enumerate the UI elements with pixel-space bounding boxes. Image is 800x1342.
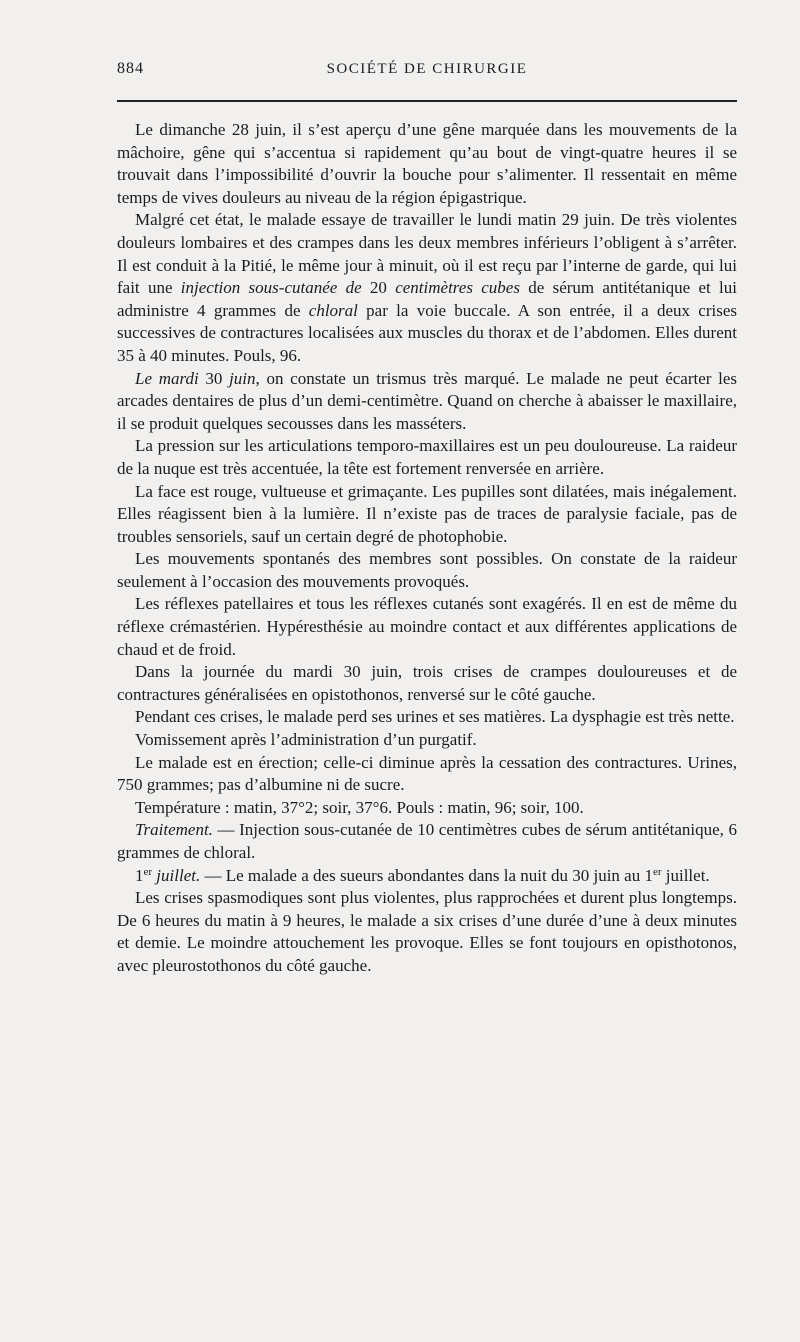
paragraph: Vomissement après l’administration d’un purgatif. bbox=[135, 730, 477, 750]
paragraph bbox=[117, 865, 737, 888]
text-run: de sérum antitétanique et lui administre 4 grammes de bbox=[117, 278, 738, 320]
page-number: 884 bbox=[117, 60, 144, 77]
paragraph: Le malade est en érection; celle-ci diminue après la cessation des contractures. Urines, 750 grammes; pas d’albumine ni de sucre. bbox=[117, 752, 737, 795]
text-run: — Le malade a des sueurs abondantes dans la nuit du 30 juin au 1 bbox=[200, 865, 653, 885]
paragraph: La face est rouge, vultueuse et grimaçante. Les pupilles sont dilatées, mais inégalement. Elles réagissent bien à la lumière. Il n’existe pas de traces de paralysie faciale, pas de troubles sensoriels, sauf un certain degré de photophobie. bbox=[117, 481, 737, 546]
paragraph: Les réflexes patellaires et tous les réflexes cutanés sont exagérés. Il en est de même du réflexe crémastérien. Hypéresthésie au moindre contact et aux différentes applications de chaud et de froid. bbox=[117, 594, 737, 659]
paragraph: Le dimanche 28 juin, il s’est aperçu d’une gêne marquée dans les mouvements de la mâchoire, gêne qui s’accentua si rapidement qu’au bout de vingt-quatre heures il se trouvait dans l’impossibilité d’ouvrir la bouche pour s’alimenter. Il ressentait en même temps de vives douleurs au niveau de la région épigastrique. bbox=[117, 120, 737, 207]
italic-run: centimètres cubes bbox=[395, 278, 520, 298]
paragraph bbox=[117, 368, 737, 436]
text-run: 1 bbox=[135, 865, 144, 885]
text-run: 30 bbox=[198, 368, 230, 388]
italic-run: injection sous-cutanée de bbox=[180, 278, 362, 298]
paragraph: Les mouvements spontanés des membres sont possibles. On constate de la raideur seulement à l’occasion des mouvements provoqués. bbox=[117, 549, 737, 591]
paragraph bbox=[117, 209, 737, 367]
text-run: 20 bbox=[361, 278, 396, 298]
paragraph bbox=[117, 819, 737, 864]
italic-run: Le mardi bbox=[135, 368, 199, 388]
italic-run: chloral bbox=[308, 300, 358, 320]
page-header bbox=[117, 60, 737, 84]
italic-run: juillet. bbox=[156, 865, 201, 885]
text-run: juillet. bbox=[661, 865, 710, 885]
superscript-run: er bbox=[143, 865, 153, 878]
text-run: , on constate un trismus très marqué. Le malade ne peut écarter les arcades dentaires de plus d’un demi-centimètre. Quand on cherche à abaisser le maxillaire, il se produit quelques secousses dans les masséters. bbox=[117, 368, 738, 433]
superscript-run: er bbox=[652, 865, 662, 878]
body-text bbox=[117, 119, 737, 978]
running-title: SOCIÉTÉ DE CHIRURGIE bbox=[326, 61, 528, 77]
paragraph: La pression sur les articulations temporo-maxillaires est un peu douloureuse. La raideur de la nuque est très accentuée, la tête est fortement renversée en arrière. bbox=[117, 436, 737, 478]
text-run: Malgré cet état, le malade essaye de travailler le lundi matin 29 juin. De très violentes douleurs lombaires et des crampes dans les deux membres inférieurs l’obligent à s’arrêter. Il est conduit à la Pitié, le même jour à minuit, où il est reçu par l’interne de garde, qui lui fait une bbox=[117, 210, 737, 298]
header-rule bbox=[117, 100, 737, 102]
text-run: par la voie buccale. A son entrée, il a deux crises successives de contractures localisées aux muscles du thorax et de l’abdomen. Elles durent 35 à 40 minutes. Pouls, 96. bbox=[117, 300, 737, 365]
paragraph: Dans la journée du mardi 30 juin, trois crises de crampes douloureuses et de contractures généralisées en opistothonos, renversé sur le côté gauche. bbox=[117, 662, 737, 704]
paragraph: Température : matin, 37°2; soir, 37°6. Pouls : matin, 96; soir, 100. bbox=[135, 797, 584, 817]
paragraph: Pendant ces crises, le malade perd ses urines et ses matières. La dysphagie est très nette. bbox=[135, 707, 735, 727]
italic-run: juin bbox=[229, 368, 256, 388]
text-run: — Injection sous-cutanée de 10 centimètres cubes de sérum antitétanique, 6 grammes de chloral. bbox=[117, 820, 737, 862]
italic-run: Traitement. bbox=[135, 820, 213, 840]
paragraph: Les crises spasmodiques sont plus violentes, plus rapprochées et durent plus longtemps. De 6 heures du matin à 9 heures, le malade a six crises d’une durée d’une à deux minutes et demie. Le moindre attouchement les provoque. Elles se font toujours en opisthotonos, avec pleurostothonos du côté gauche. bbox=[117, 888, 737, 975]
